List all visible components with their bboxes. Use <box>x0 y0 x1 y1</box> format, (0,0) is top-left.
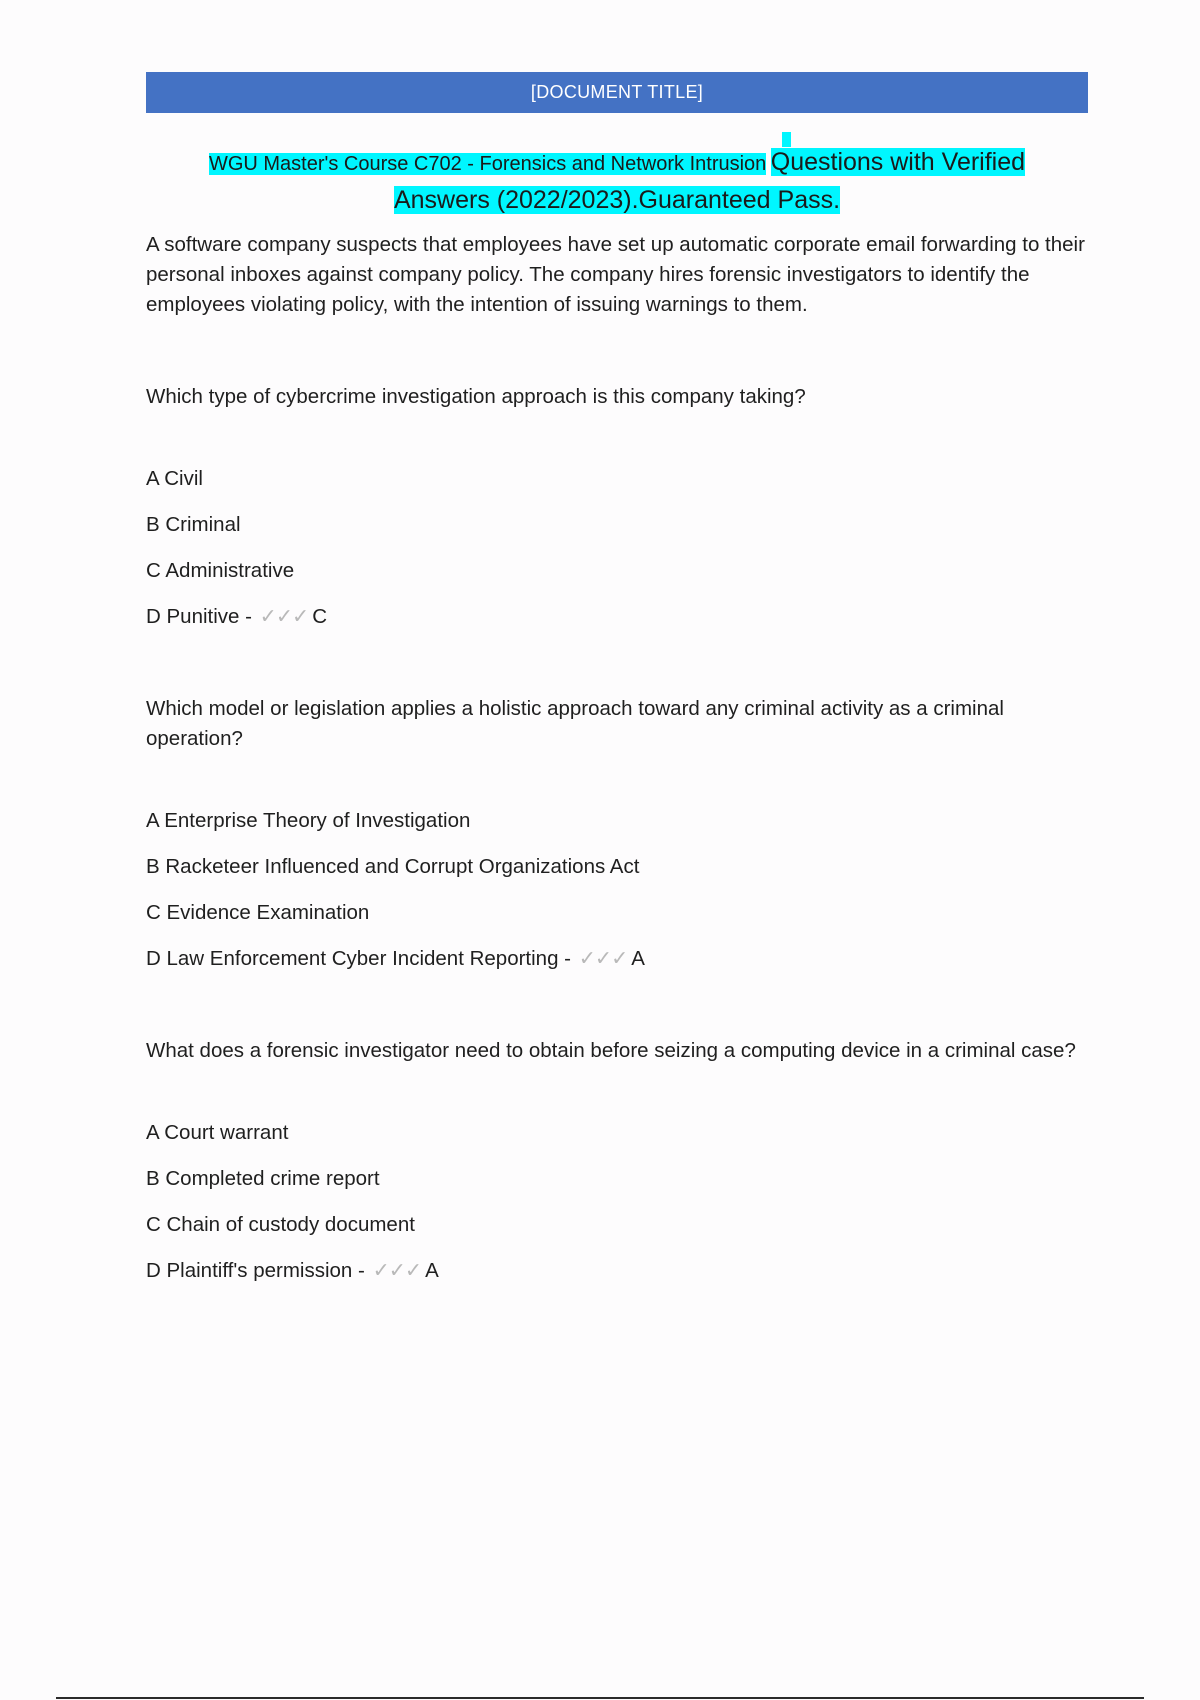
question-3-option-c: C Chain of custody document <box>146 1213 415 1236</box>
question-3-answer: A <box>425 1259 439 1282</box>
document-body <box>146 230 1086 1302</box>
scenario-text: A software company suspects that employees have set up automatic corporate email forwarding to their personal inboxes against company policy. The company hires forensic investigators to identify the employees violating policy, with the intention of issuing warnings to them. <box>146 233 1085 316</box>
check-marks-icon: ✓✓✓ <box>259 605 309 628</box>
question-1-option-a: A Civil <box>146 467 203 490</box>
question-2-answer: A <box>631 947 645 970</box>
question-2-option-c: C Evidence Examination <box>146 901 370 924</box>
question-3-option-d <box>146 1256 1086 1286</box>
question-3-option-b: B Completed crime report <box>146 1167 380 1190</box>
question-3: What does a forensic investigator need to obtain before seizing a computing device in a criminal case? <box>146 1039 1076 1062</box>
check-marks-icon: ✓✓✓ <box>578 947 628 970</box>
question-1-option-d <box>146 602 1086 632</box>
question-1: Which type of cybercrime investigation approach is this company taking? <box>146 385 806 408</box>
course-title-part2: Questions with Verified <box>770 148 1026 176</box>
document-heading <box>146 145 1088 221</box>
question-3-option-d-text: D Plaintiff's permission - <box>146 1259 365 1282</box>
question-2: Which model or legislation applies a holistic approach toward any criminal activity as a criminal operation? <box>146 697 1004 750</box>
question-1-option-b: B Criminal <box>146 513 241 536</box>
question-3-option-a: A Court warrant <box>146 1121 289 1144</box>
question-2-option-d <box>146 944 1086 974</box>
document-title-bar: [DOCUMENT TITLE] <box>146 72 1088 113</box>
course-title-part1: WGU Master's Course C702 - Forensics and Network Intrusion <box>208 153 767 175</box>
check-marks-icon: ✓✓✓ <box>372 1259 422 1282</box>
page-footer-divider <box>56 1697 1144 1699</box>
question-1-answer: C <box>312 605 328 628</box>
course-title-part3: Answers (2022/2023).Guaranteed Pass. <box>393 186 841 214</box>
question-1-option-d-text: D Punitive - <box>146 605 252 628</box>
question-2-option-b: B Racketeer Influenced and Corrupt Organizations Act <box>146 855 640 878</box>
question-1-option-c: C Administrative <box>146 559 295 582</box>
question-2-option-a: A Enterprise Theory of Investigation <box>146 809 471 832</box>
question-2-option-d-text: D Law Enforcement Cyber Incident Reporting - <box>146 947 572 970</box>
